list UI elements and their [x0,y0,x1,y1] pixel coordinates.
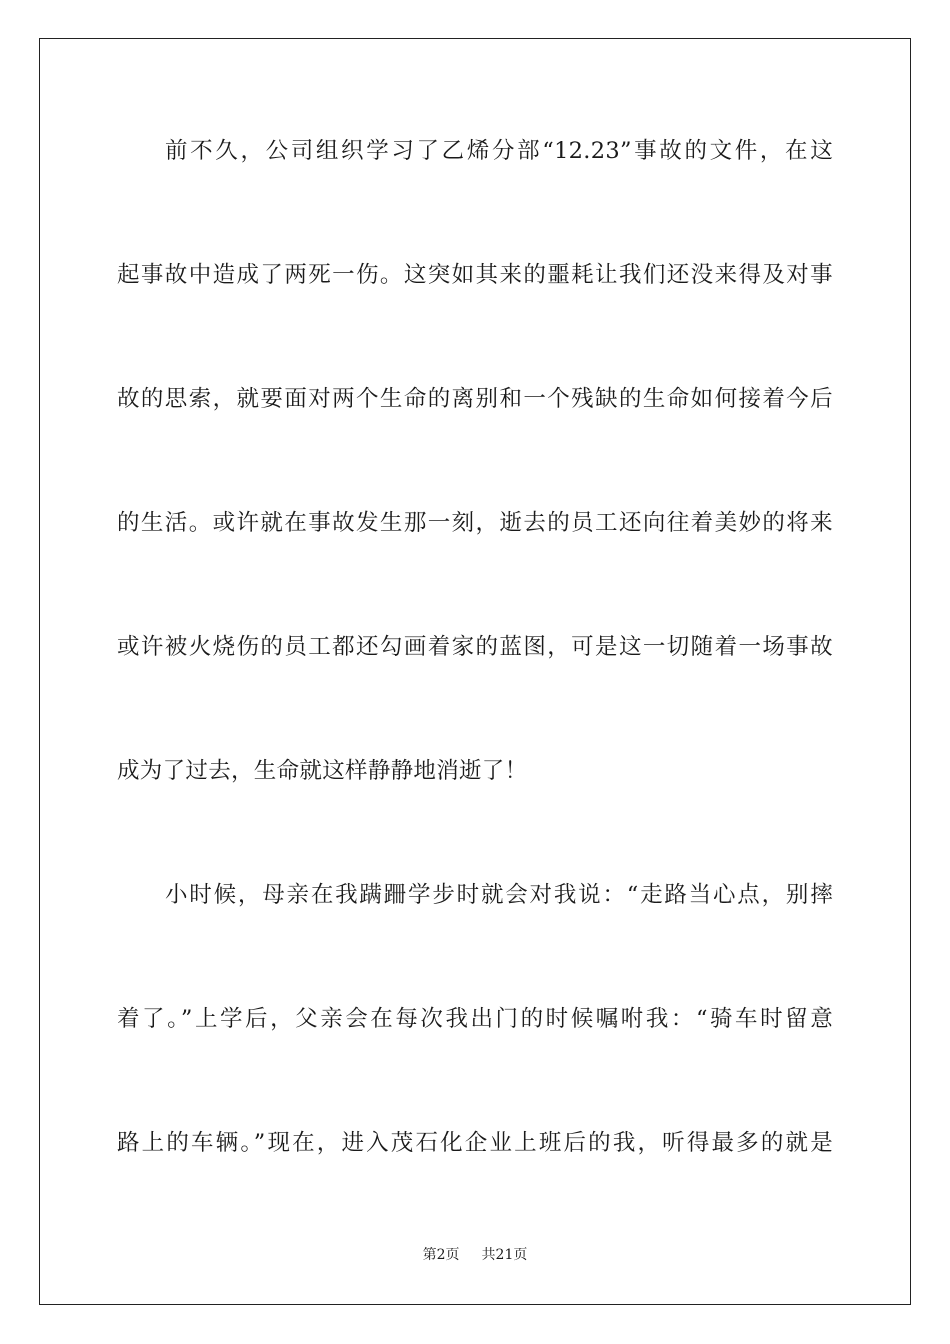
paragraph-2-line-2: 着了。”上学后，父亲会在每次我出门的时候嘱咐我：“骑车时留意 [117,1006,833,1032]
paragraph-2-line-3: 路上的车辆。”现在，进入茂石化企业上班后的我，听得最多的就是 [117,1130,833,1156]
page-footer [0,1245,950,1265]
page-border [39,38,911,1305]
paragraph-2-line-1: 小时候，母亲在我蹒跚学步时就会对我说：“走路当心点，别摔 [165,882,833,908]
paragraph-1-line-1: 前不久，公司组织学习了乙烯分部“12.23”事故的文件，在这 [165,138,833,164]
paragraph-1-line-5: 或许被火烧伤的员工都还勾画着家的蓝图，可是这一切随着一场事故 [117,634,833,660]
paragraph-1-line-2: 起事故中造成了两死一伤。这突如其来的噩耗让我们还没来得及对事 [117,262,833,288]
paragraph-1-line-4: 的生活。或许就在事故发生那一刻，逝去的员工还向往着美妙的将来 [117,510,833,536]
paragraph-1-line-3: 故的思索，就要面对两个生命的离别和一个残缺的生命如何接着今后 [117,386,833,412]
page-number: 第2页 [422,1247,460,1263]
page-total: 共21页 [481,1247,528,1263]
paragraph-1-line-6: 成为了过去，生命就这样静静地消逝了！ [117,758,528,784]
